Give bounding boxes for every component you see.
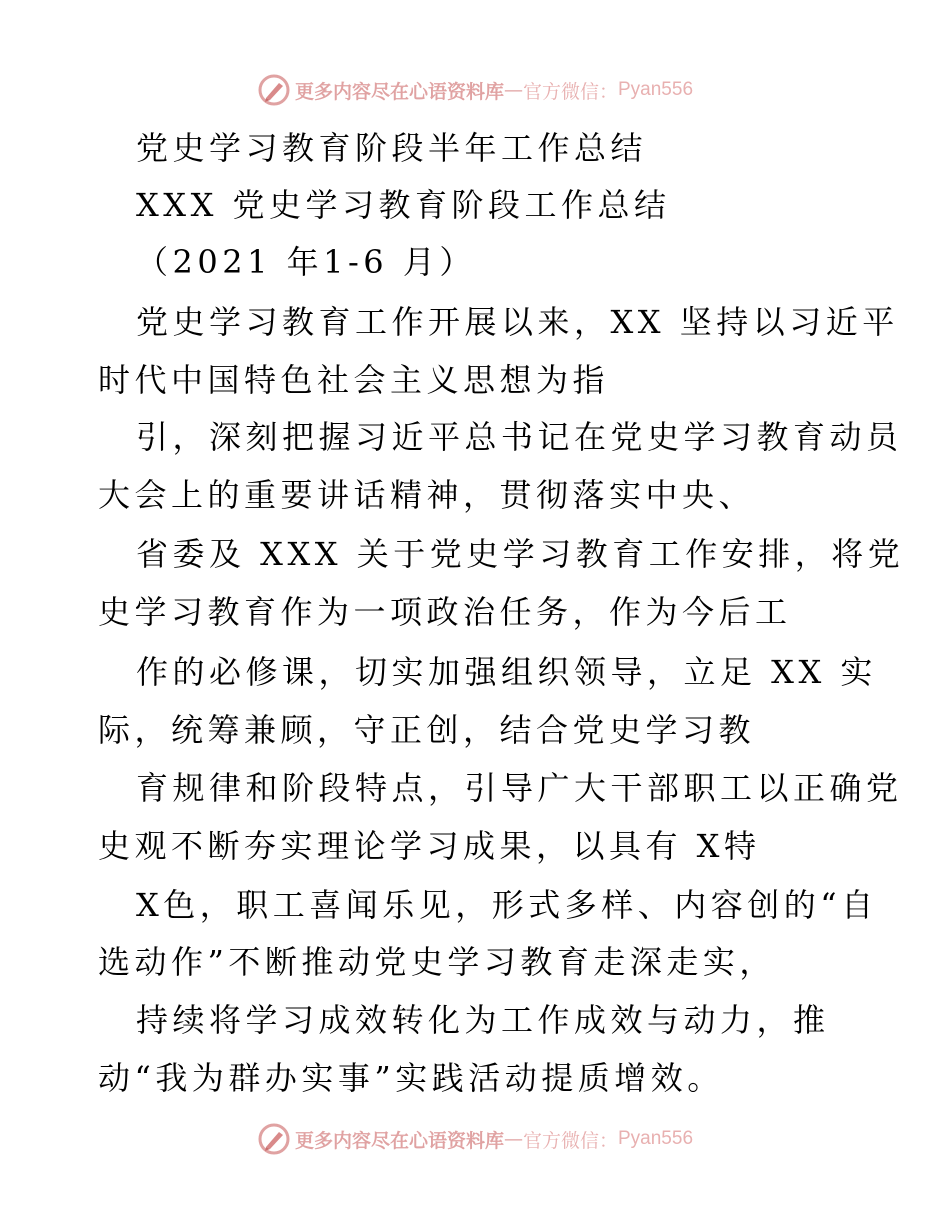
watermark-wechat-label: 官方微信： bbox=[522, 80, 618, 103]
pen-quill-logo-icon bbox=[257, 1122, 291, 1156]
paragraph-line: 省委及 XXX 关于党史学习教育工作安排，将党 bbox=[136, 535, 905, 573]
document-date-range: （2021 年1-6 月） bbox=[136, 243, 476, 281]
header-watermark bbox=[0, 70, 950, 110]
watermark-wechat-id: Pyan556 bbox=[618, 1128, 694, 1149]
paragraph-line: 党史学习教育工作开展以来，XX 坚持以习近平 bbox=[136, 303, 899, 341]
paragraph-line: 作的必修课，切实加强组织领导，立足 XX 实 bbox=[136, 653, 877, 691]
paragraph-line: 引，深刻把握习近平总书记在党史学习教育动员 bbox=[136, 418, 903, 456]
watermark-text: 更多内容尽在心语资料库 bbox=[294, 80, 504, 103]
watermark-dash: — bbox=[503, 79, 523, 101]
watermark-dash: — bbox=[503, 1128, 523, 1150]
footer-watermark bbox=[0, 1119, 950, 1159]
paragraph-line: 持续将学习成效转化为工作成效与动力，推 bbox=[136, 1001, 830, 1039]
document-subtitle: XXX 党史学习教育阶段工作总结 bbox=[136, 186, 671, 224]
watermark-wechat-id: Pyan556 bbox=[618, 79, 694, 100]
paragraph-line: X色，职工喜闻乐见，形式多样、内容创的“自 bbox=[136, 886, 878, 924]
paragraph-line: 史观不断夯实理论学习成果，以具有 X特 bbox=[98, 827, 761, 865]
watermark-wechat-label: 官方微信： bbox=[522, 1129, 618, 1152]
paragraph-line: 际，统筹兼顾，守正创，结合党史学习教 bbox=[98, 711, 756, 749]
watermark-text: 更多内容尽在心语资料库 bbox=[294, 1129, 504, 1152]
paragraph-line: 时代中国特色社会主义思想为指 bbox=[98, 361, 610, 399]
paragraph-line: 大会上的重要讲话精神，贯彻落实中央、 bbox=[98, 476, 756, 514]
paragraph-line: 选动作”不断推动党史学习教育走深走实， bbox=[98, 943, 776, 981]
paragraph-line: 动“我为群办实事”实践活动提质增效。 bbox=[98, 1059, 724, 1097]
pen-quill-logo-icon bbox=[257, 73, 291, 107]
document-title: 党史学习教育阶段半年工作总结 bbox=[136, 129, 648, 167]
paragraph-line: 育规律和阶段特点，引导广大干部职工以正确党 bbox=[136, 769, 903, 807]
paragraph-line: 史学习教育作为一项政治任务，作为今后工 bbox=[98, 593, 792, 631]
